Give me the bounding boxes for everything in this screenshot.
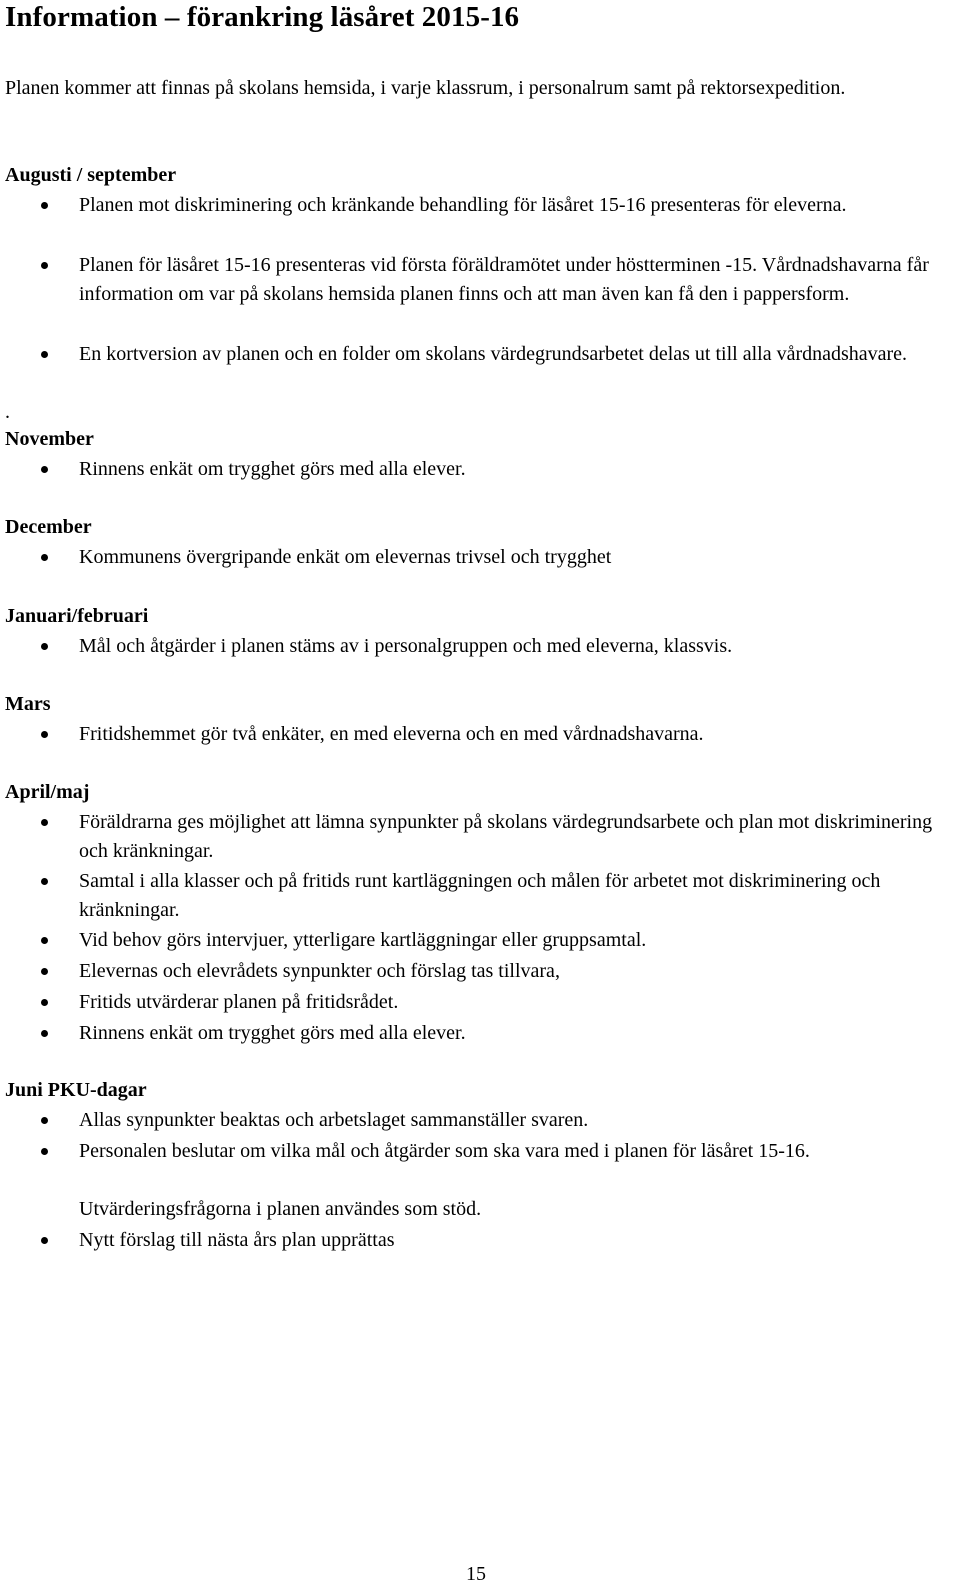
list-item-text: Rinnens enkät om trygghet görs med alla elever. <box>79 458 466 480</box>
intro-paragraph: Planen kommer att finnas på skolans hemsida, i varje klassrum, i personalrum samt på rektorsexpedition. <box>5 77 846 99</box>
bullet-icon <box>41 937 48 944</box>
bullet-icon <box>41 968 48 975</box>
list-item-text: Samtal i alla klasser och på fritids runt kartläggningen och målen för arbetet mot diskriminering och kränkningar. <box>79 870 881 921</box>
bullet-icon <box>41 643 48 650</box>
section-heading-mars: Mars <box>5 693 51 715</box>
list-item-text: Fritids utvärderar planen på fritidsrådet. <box>79 991 399 1013</box>
list-item-text: Fritidshemmet gör två enkäter, en med eleverna och en med vårdnadshavarna. <box>79 723 704 745</box>
bullet-icon <box>41 731 48 738</box>
list-item-text: Allas synpunkter beaktas och arbetslaget sammanställer svaren. <box>79 1109 589 1131</box>
bullet-icon <box>41 202 48 209</box>
list-item-text: Rinnens enkät om trygghet görs med alla elever. <box>79 1022 466 1044</box>
section-heading-juni-pku-dagar: Juni PKU-dagar <box>5 1079 147 1101</box>
bullet-icon <box>41 999 48 1006</box>
list-item-text: Föräldrarna ges möjlighet att lämna synpunkter på skolans värdegrundsarbete och plan mot diskriminering och kränkningar. <box>79 811 933 862</box>
section-heading-april-maj: April/maj <box>5 781 90 803</box>
section-heading-december: December <box>5 516 92 538</box>
bullet-icon <box>41 1148 48 1155</box>
list-item-text: En kortversion av planen och en folder om skolans värdegrundsarbetet delas ut till alla vårdnadshavare. <box>79 343 908 365</box>
bullet-icon <box>41 819 48 826</box>
bullet-icon <box>41 1117 48 1124</box>
list-item-text: Kommunens övergripande enkät om elevernas trivsel och trygghet <box>79 546 612 568</box>
list-item-text: Vid behov görs intervjuer, ytterligare kartläggningar eller gruppsamtal. <box>79 929 647 951</box>
list-item-text: Planen för läsåret 15-16 presenteras vid första föräldramötet under höstterminen -15. Vårdnadshavarna får information om var på skolans hemsida planen finns och att man även kan få den i pappersform. <box>79 254 929 305</box>
continuation-line: Utvärderingsfrågorna i planen användes som stöd. <box>79 1198 482 1220</box>
page-title: Information – förankring läsåret 2015-16 <box>5 1 520 33</box>
separator-dot: . <box>5 401 10 423</box>
section-heading-augusti-september: Augusti / september <box>5 164 177 186</box>
list-item-text: Personalen beslutar om vilka mål och åtgärder som ska vara med i planen för läsåret 15-16. <box>79 1140 810 1162</box>
bullet-icon <box>41 1030 48 1037</box>
list-item-text: Planen mot diskriminering och kränkande behandling för läsåret 15-16 presenteras för eleverna. <box>79 194 847 216</box>
bullet-icon <box>41 262 48 269</box>
section-heading-januari-februari: Januari/februari <box>5 605 149 627</box>
section-heading-november: November <box>5 428 94 450</box>
bullet-icon <box>41 878 48 885</box>
list-item-text: Elevernas och elevrådets synpunkter och förslag tas tillvara, <box>79 960 560 982</box>
page-number: 15 <box>466 1563 486 1585</box>
bullet-icon <box>41 554 48 561</box>
list-item-text: Mål och åtgärder i planen stäms av i personalgruppen och med eleverna, klassvis. <box>79 635 733 657</box>
bullet-icon <box>41 466 48 473</box>
bullet-icon <box>41 351 48 358</box>
bullet-icon <box>41 1237 48 1244</box>
list-item-text: Nytt förslag till nästa års plan upprättas <box>79 1229 395 1251</box>
